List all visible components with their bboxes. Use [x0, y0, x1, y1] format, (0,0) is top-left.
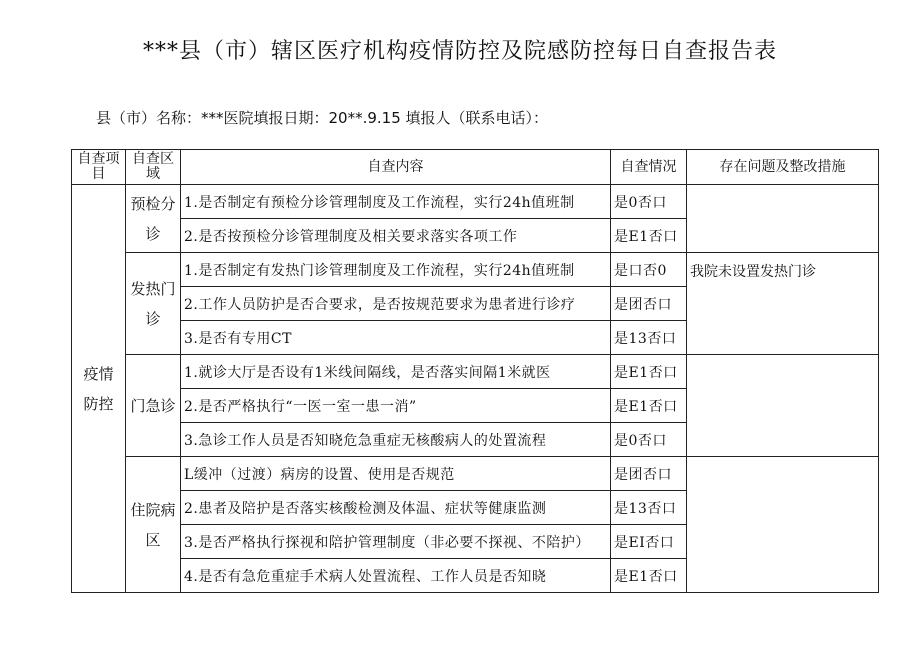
header-content: 自查内容: [181, 150, 611, 185]
remark-cell: 我院未设置发热门诊: [687, 253, 879, 355]
check-status: 是E1否口: [611, 355, 687, 389]
check-status: 是团否口: [611, 287, 687, 321]
check-status: 是13否口: [611, 321, 687, 355]
check-item: 2.是否严格执行“一医一室一患一消”: [181, 389, 611, 423]
project-cell: [72, 185, 126, 593]
self-check-table: [71, 149, 879, 593]
check-status: 是EI否口: [611, 525, 687, 559]
table-row: [72, 253, 879, 287]
project-name: 疫情防控: [83, 364, 114, 413]
report-info-line: 县（市）名称：***医院填报日期：20**.9.15 填报人（联系电话）：: [96, 109, 549, 127]
remark-cell: [687, 355, 879, 457]
area-name: 发热门诊: [130, 279, 176, 328]
check-status: 是0否口: [611, 185, 687, 219]
check-status: 是团否口: [611, 457, 687, 491]
check-item: 3.是否有专用CT: [181, 321, 611, 355]
area-cell: [126, 355, 181, 457]
header-area: 自查区域: [126, 150, 181, 185]
check-item: L缓冲（过渡）病房的设置、使用是否规范: [181, 457, 611, 491]
check-item: 2.患者及陪护是否落实核酸检测及体温、症状等健康监测: [181, 491, 611, 525]
table-row: [72, 185, 879, 219]
remark-cell: [687, 185, 879, 253]
check-item: 1.就诊大厅是否设有1米线间隔线，是否落实间隔1米就医: [181, 355, 611, 389]
check-status: 是E1否口: [611, 389, 687, 423]
table-row: [72, 457, 879, 491]
area-cell: [126, 185, 181, 253]
table-header-row: [72, 150, 879, 185]
table-row: [72, 355, 879, 389]
check-item: 3.急诊工作人员是否知晓危急重症无核酸病人的处置流程: [181, 423, 611, 457]
area-cell: [126, 457, 181, 593]
header-project: 自查项目: [72, 150, 126, 185]
header-issues: 存在问题及整改措施: [687, 150, 879, 185]
check-status: 是E1否口: [611, 559, 687, 593]
check-item: 2.是否按预检分诊管理制度及相关要求落实各项工作: [181, 219, 611, 253]
page-title: ***县（市）辖区医疗机构疫情防控及院感防控每日自查报告表: [142, 39, 777, 64]
remark-cell: [687, 457, 879, 593]
check-status: 是口否0: [611, 253, 687, 287]
check-status: 是0否口: [611, 423, 687, 457]
check-item: 2.工作人员防护是否合要求，是否按规范要求为患者进行诊疗: [181, 287, 611, 321]
area-cell: [126, 253, 181, 355]
check-item: 1.是否制定有发热门诊管理制度及工作流程，实行24h值班制: [181, 253, 611, 287]
area-name: 预检分诊: [130, 194, 176, 243]
check-status: 是E1否口: [611, 219, 687, 253]
check-item: 4.是否有急危重症手术病人处置流程、工作人员是否知晓: [181, 559, 611, 593]
header-status: 自查情况: [611, 150, 687, 185]
area-name: 门急诊: [130, 396, 176, 415]
check-item: 1.是否制定有预检分诊管理制度及工作流程，实行24h值班制: [181, 185, 611, 219]
check-item: 3.是否严格执行探视和陪护管理制度（非必要不探视、不陪护）: [181, 525, 611, 559]
check-status: 是13否口: [611, 491, 687, 525]
area-name: 住院病区: [130, 500, 176, 549]
